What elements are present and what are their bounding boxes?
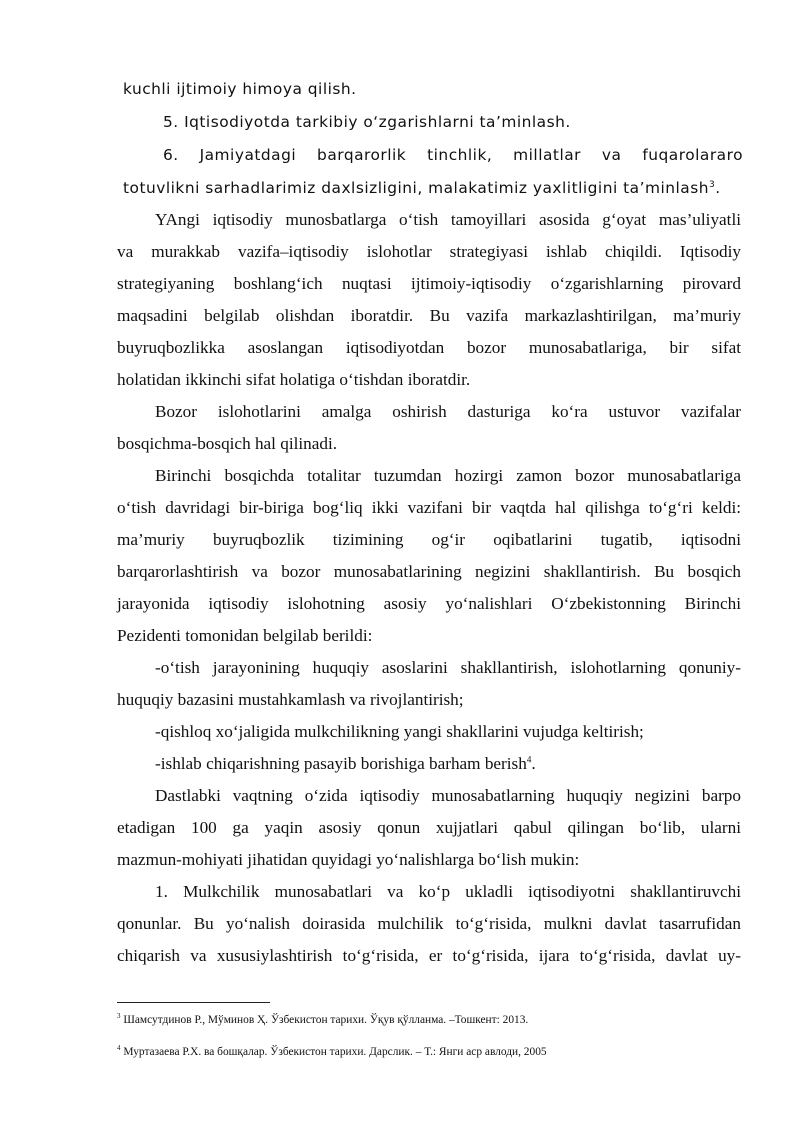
text-line (117, 272, 741, 296)
text-line (117, 496, 741, 520)
text-line (117, 944, 741, 968)
line-text: maqsadini belgilab olishdan iboratdir. Bu vazifa markazlashtirilgan, ma’muriy (117, 306, 741, 325)
footnote-number: 4 (117, 1044, 121, 1053)
text-line (123, 176, 741, 200)
text-line (117, 912, 741, 936)
text-line (117, 336, 741, 360)
text-line (155, 784, 741, 808)
text-line (155, 656, 741, 680)
text-line (117, 304, 741, 328)
text-line (117, 688, 741, 712)
text-line (117, 432, 741, 456)
footnote-reference[interactable]: 3 (709, 179, 716, 190)
text-line (155, 208, 741, 232)
footnote (117, 1012, 528, 1028)
line-text: 1. Mulkchilik munosabatlari va ko‘p ukladli iqtisodiyotni shakllantiruvchi (155, 882, 741, 901)
text-line (163, 110, 741, 134)
footnote-number: 3 (117, 1012, 121, 1021)
line-text: 6. Jamiyatdagi barqarorlik tinchlik, millatlar va fuqarolararo (163, 146, 743, 164)
line-text: totuvlikni sarhadlarimiz daxlsizligini, malakatimiz yaxlitligini ta’minlash (123, 179, 709, 197)
text-line (117, 560, 741, 584)
text-line (155, 400, 741, 424)
line-text: Dastlabki vaqtning o‘zida iqtisodiy munosabatlarning huquqiy negizini barpo (155, 786, 741, 805)
text-line (117, 848, 741, 872)
line-text: YAngi iqtisodiy munosbatlarga o‘tish tamoyillari asosida g‘oyat mas’uliyatli (155, 210, 741, 229)
line-text: 5. Iqtisodiyotda tarkibiy o‘zgarishlarni ta’minlash. (163, 113, 571, 131)
text-line (155, 720, 741, 744)
line-punctuation: . (531, 754, 536, 773)
text-line (163, 143, 743, 167)
text-line (155, 752, 741, 776)
line-text: mazmun-mohiyati jihatidan quyidagi yo‘nalishlarga bo‘lish mukin: (117, 850, 580, 869)
line-text: bosqichma-bosqich hal qilinadi. (117, 434, 338, 453)
line-text: qonunlar. Bu yo‘nalish doirasida mulchilik to‘g‘risida, mulkni davlat tasarrufidan (117, 914, 741, 933)
line-text: barqarorlashtirish va bozor munosabatlarining negizini shakllantirish. Bu bosqich (117, 562, 741, 581)
line-text: ma’muriy buyruqbozlik tizimining og‘ir oqibatlarini tugatib, iqtisodni (117, 530, 741, 549)
text-line (155, 880, 741, 904)
line-text: -qishloq xo‘jaligida mulkchilikning yangi shakllarini vujudga keltirish; (155, 722, 644, 741)
footnote-reference[interactable]: 4 (526, 754, 532, 765)
line-text: va murakkab vazifa–iqtisodiy islohotlar strategiyasi ishlab chiqildi. Iqtisodiy (117, 242, 741, 261)
text-line (117, 624, 741, 648)
line-text: Bozor islohotlarini amalga oshirish dasturiga ko‘ra ustuvor vazifalar (155, 402, 741, 421)
line-text: etadigan 100 ga yaqin asosiy qonun xujjatlari qabul qilingan bo‘lib, ularni (117, 818, 741, 837)
line-text: Birinchi bosqichda totalitar tuzumdan hozirgi zamon bozor munosabatlariga (155, 466, 741, 485)
line-text: o‘tish davridagi bir-biriga bog‘liq ikki vazifani bir vaqtda hal qilishga to‘g‘ri keldi: (117, 498, 741, 517)
footnote-separator (117, 1002, 270, 1003)
line-text: holatidan ikkinchi sifat holatiga o‘tishdan iboratdir. (117, 370, 471, 389)
text-line (117, 240, 741, 264)
text-line (123, 77, 741, 101)
line-punctuation: . (715, 179, 721, 197)
footnote-text: Шамсутдинов Р., Мўминов Ҳ. Ўзбекистон тарихи. Ўқув қўлланма. –Тошкент: 2013. (123, 1014, 529, 1026)
text-line (117, 528, 741, 552)
text-line (155, 464, 741, 488)
line-text: kuchli ijtimoiy himoya qilish. (123, 80, 357, 98)
line-text: buyruqbozlikka asoslangan iqtisodiyotdan bozor munosabatlariga, bir sifat (117, 338, 741, 357)
text-line (117, 368, 741, 392)
line-text: strategiyaning boshlang‘ich nuqtasi ijtimoiy-iqtisodiy o‘zgarishlarning pirovard (117, 274, 741, 293)
footnote-text: Муртазаева Р.Х. ва бошқалар. Ўзбекистон тарихи. Дарслик. – Т.: Янги аср авлоди, 2005 (123, 1046, 547, 1058)
text-line (117, 816, 741, 840)
line-text: chiqarish va xususiylashtirish to‘g‘risida, er to‘g‘risida, ijara to‘g‘risida, davlat uy- (117, 946, 741, 965)
line-text: Pezidenti tomonidan belgilab berildi: (117, 626, 373, 645)
line-text: -ishlab chiqarishning pasayib borishiga barham berish (155, 754, 527, 773)
text-line (117, 592, 741, 616)
footnote (117, 1044, 547, 1060)
line-text: jarayonida iqtisodiy islohotning asosiy yo‘nalishlari O‘zbekistonning Birinchi (117, 594, 741, 613)
line-text: -o‘tish jarayonining huquqiy asoslarini shakllantirish, islohotlarning qonuniy- (155, 658, 741, 677)
line-text: huquqiy bazasini mustahkamlash va rivojlantirish; (117, 690, 464, 709)
